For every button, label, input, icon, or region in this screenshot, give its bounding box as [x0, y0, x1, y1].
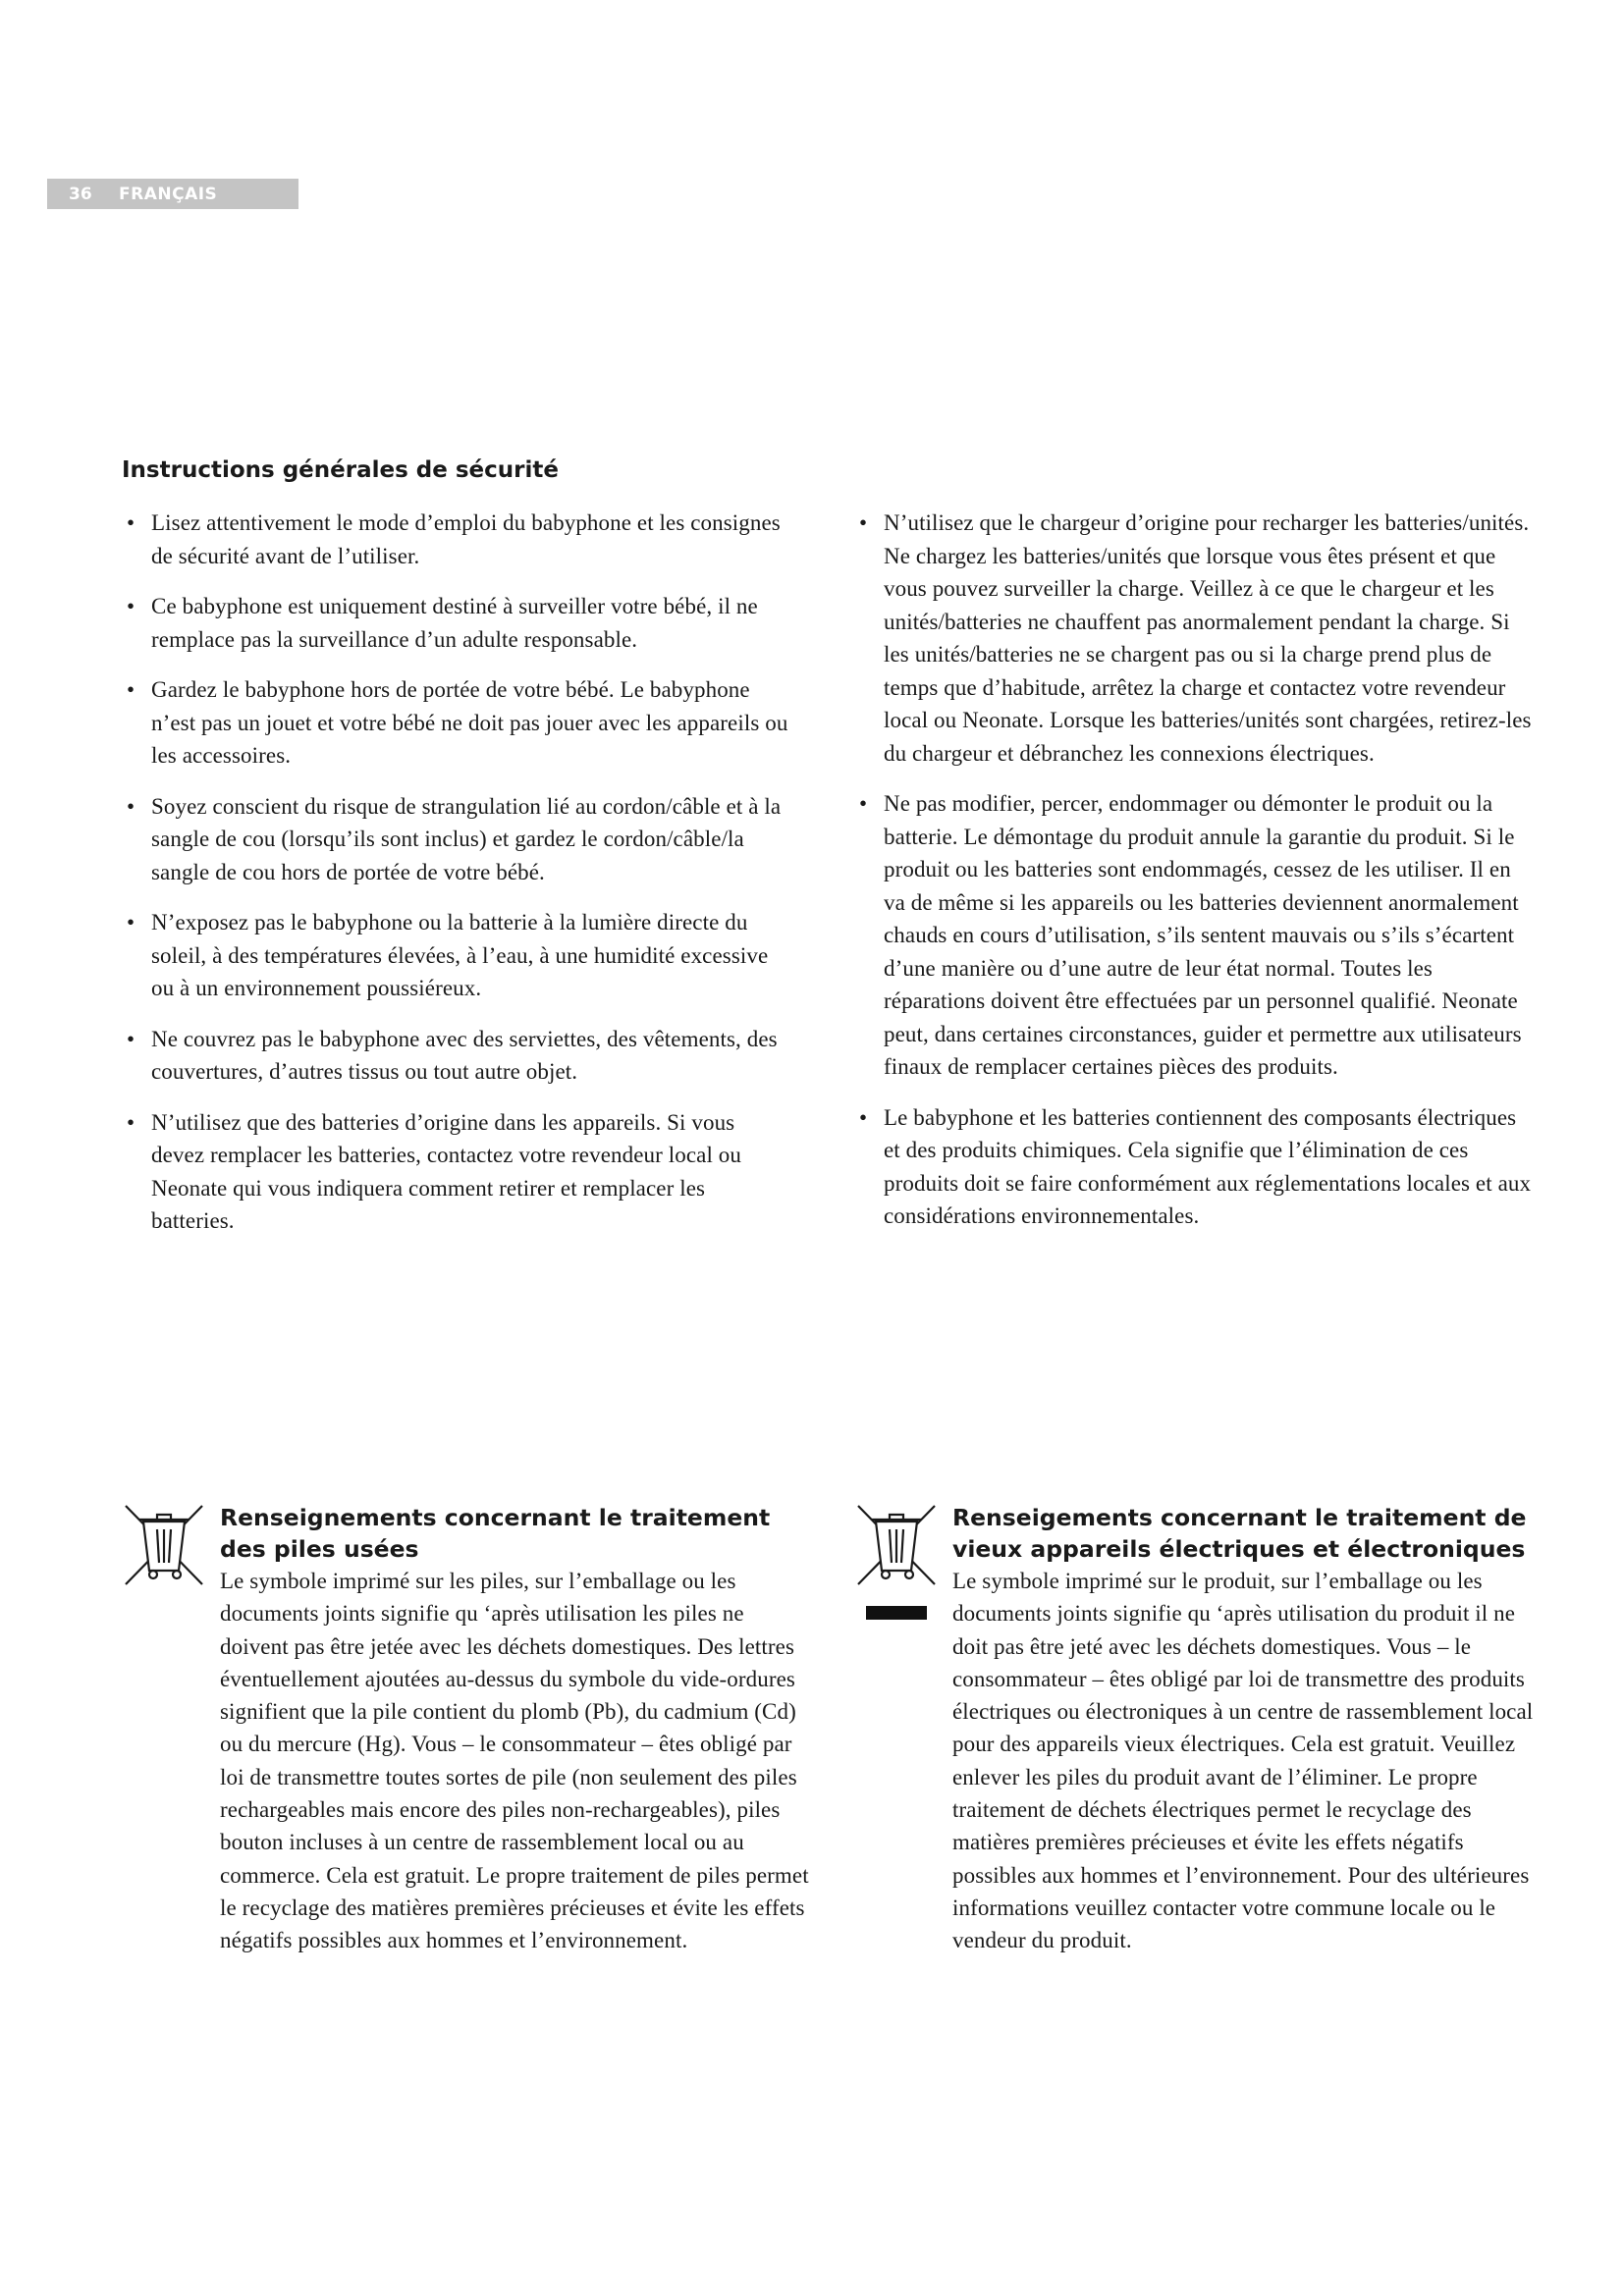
weee-disposal-title-line2: vieux appareils électriques et électroniques — [952, 1535, 1526, 1563]
list-item: • N’exposez pas le babyphone ou la batterie à la lumière directe du soleil, à des températures élevées, à l’eau, à une humidité excessive ou à un environnement poussiéreux. — [122, 906, 789, 1005]
list-item: • Ne pas modifier, percer, endommager ou démonter le produit ou la batterie. Le démontage du produit annule la garantie du produit. Si le produit ou les batteries sont endommagés, cessez de les utiliser. Il en va de même si les appareils ou les batteries deviennent anormalement chauds en cours d’utilisation, s’ils sentent mauvais ou s’ils s’écartent d’une manière ou d’une autre de leur état normal. Toutes les réparations doivent être effectuées par un personnel qualifié. Neonate peut, dans certaines circonstances, guider et permettre aux utilisateurs finaux de remplacer certaines pièces des produits. — [854, 787, 1532, 1084]
list-item: • N’utilisez que des batteries d’origine dans les appareils. Si vous devez remplacer les batteries, contactez votre revendeur local ou Neonate qui vous indiquera comment retirer et remplacer les batteries. — [122, 1106, 789, 1238]
page-language: FRANÇAIS — [119, 184, 218, 204]
page-header — [47, 179, 298, 209]
safety-list-right — [854, 507, 1532, 1251]
list-item: • Lisez attentivement le mode d’emploi du babyphone et les consignes de sécurité avant de l’utiliser. — [122, 507, 789, 572]
list-item: • Ne couvrez pas le babyphone avec des serviettes, des vêtements, des couvertures, d’autres tissus ou tout autre objet. — [122, 1023, 789, 1089]
battery-disposal-title-line1: Renseignements concernant le traitement — [220, 1504, 771, 1531]
safety-list-left — [122, 507, 789, 1255]
battery-disposal-body: Le symbole imprimé sur les piles, sur l’emballage ou les documents joints signifie qu ‘après utilisation les piles ne doivent pas être jetée avec les déchets domestiques. Des lettres éventuellement ajoutées au-dessus du symbole du vide-ordures signifient que la pile contient du plomb (Pb), du cadmium (Cd) ou du mercure (Hg). Vous – le consommateur – êtes obligé par loi de transmettre toutes sortes de pile (non seulement des piles rechargeables mais encore des piles non-rechargeables), piles bouton incluses à un centre de rassemblement local ou au commerce. Cela est gratuit. Le propre traitement de piles permet le recyclage des matières premières précieuses et évite les effets négatifs possibles aux hommes et l’environnement. — [220, 1569, 809, 1953]
list-item: • N’utilisez que le chargeur d’origine pour recharger les batteries/unités. Ne chargez les batteries/unités que lorsque vous êtes présent et que vous pouvez surveiller la charge. Veillez à ce que le chargeur et les unités/batteries ne chauffent pas anormalement pendant la charge. Si les unités/batteries ne se chargent pas ou si la charge prend plus de temps que d’habitude, arrêtez la charge et contactez votre revendeur local ou Neonate. Lorsque les batteries/unités sont chargées, retirez-les du chargeur et débranchez les connexions électriques. — [854, 507, 1532, 770]
weee-disposal-title-line1: Renseigements concernant le traitement de — [952, 1504, 1527, 1531]
weee-disposal-body: Le symbole imprimé sur le produit, sur l’emballage ou les documents joints signifie qu ‘après utilisation du produit il ne doit pas être jeté avec les déchets domestiques. Vous – le consommateur – êtes obligé par loi de transmettre des produits électriques ou électroniques à un centre de rassemblement local pour des appareils vieux électriques. Cela est gratuit. Veuillez enlever les piles du produit avant de l’éliminer. Le propre traitement de déchets électriques permet le recyclage des matières premières précieuses et évite les effets négatifs possibles aux hommes et l’environnement. Pour des ultérieures informations veuillez contacter votre commune locale ou le vendeur du produit. — [952, 1569, 1534, 1953]
page-number: 36 — [69, 184, 92, 204]
section-title: Instructions générales de sécurité — [122, 457, 559, 483]
battery-disposal-title — [220, 1502, 809, 1565]
weee-disposal-title — [952, 1502, 1542, 1565]
list-item: • Soyez conscient du risque de strangulation lié au cordon/câble et à la sangle de cou (lorsqu’ils sont inclus) et gardez le cordon/câble/la sangle de cou hors de portée de votre bébé. — [122, 790, 789, 889]
crossed-bin-with-bar-icon — [854, 1502, 939, 1624]
battery-disposal-title-line2: des piles usées — [220, 1535, 419, 1563]
crossed-bin-icon — [122, 1502, 206, 1590]
list-item: • Gardez le babyphone hors de portée de votre bébé. Le babyphone n’est pas un jouet et votre bébé ne doit pas jouer avec les appareils ou les accessoires. — [122, 673, 789, 773]
list-item: • Ce babyphone est uniquement destiné à surveiller votre bébé, il ne remplace pas la surveillance d’un adulte responsable. — [122, 590, 789, 656]
list-item: • Le babyphone et les batteries contiennent des composants électriques et des produits chimiques. Cela signifie que l’élimination de ces produits doit se faire conformément aux réglementations locales et aux considérations environnementales. — [854, 1101, 1532, 1233]
